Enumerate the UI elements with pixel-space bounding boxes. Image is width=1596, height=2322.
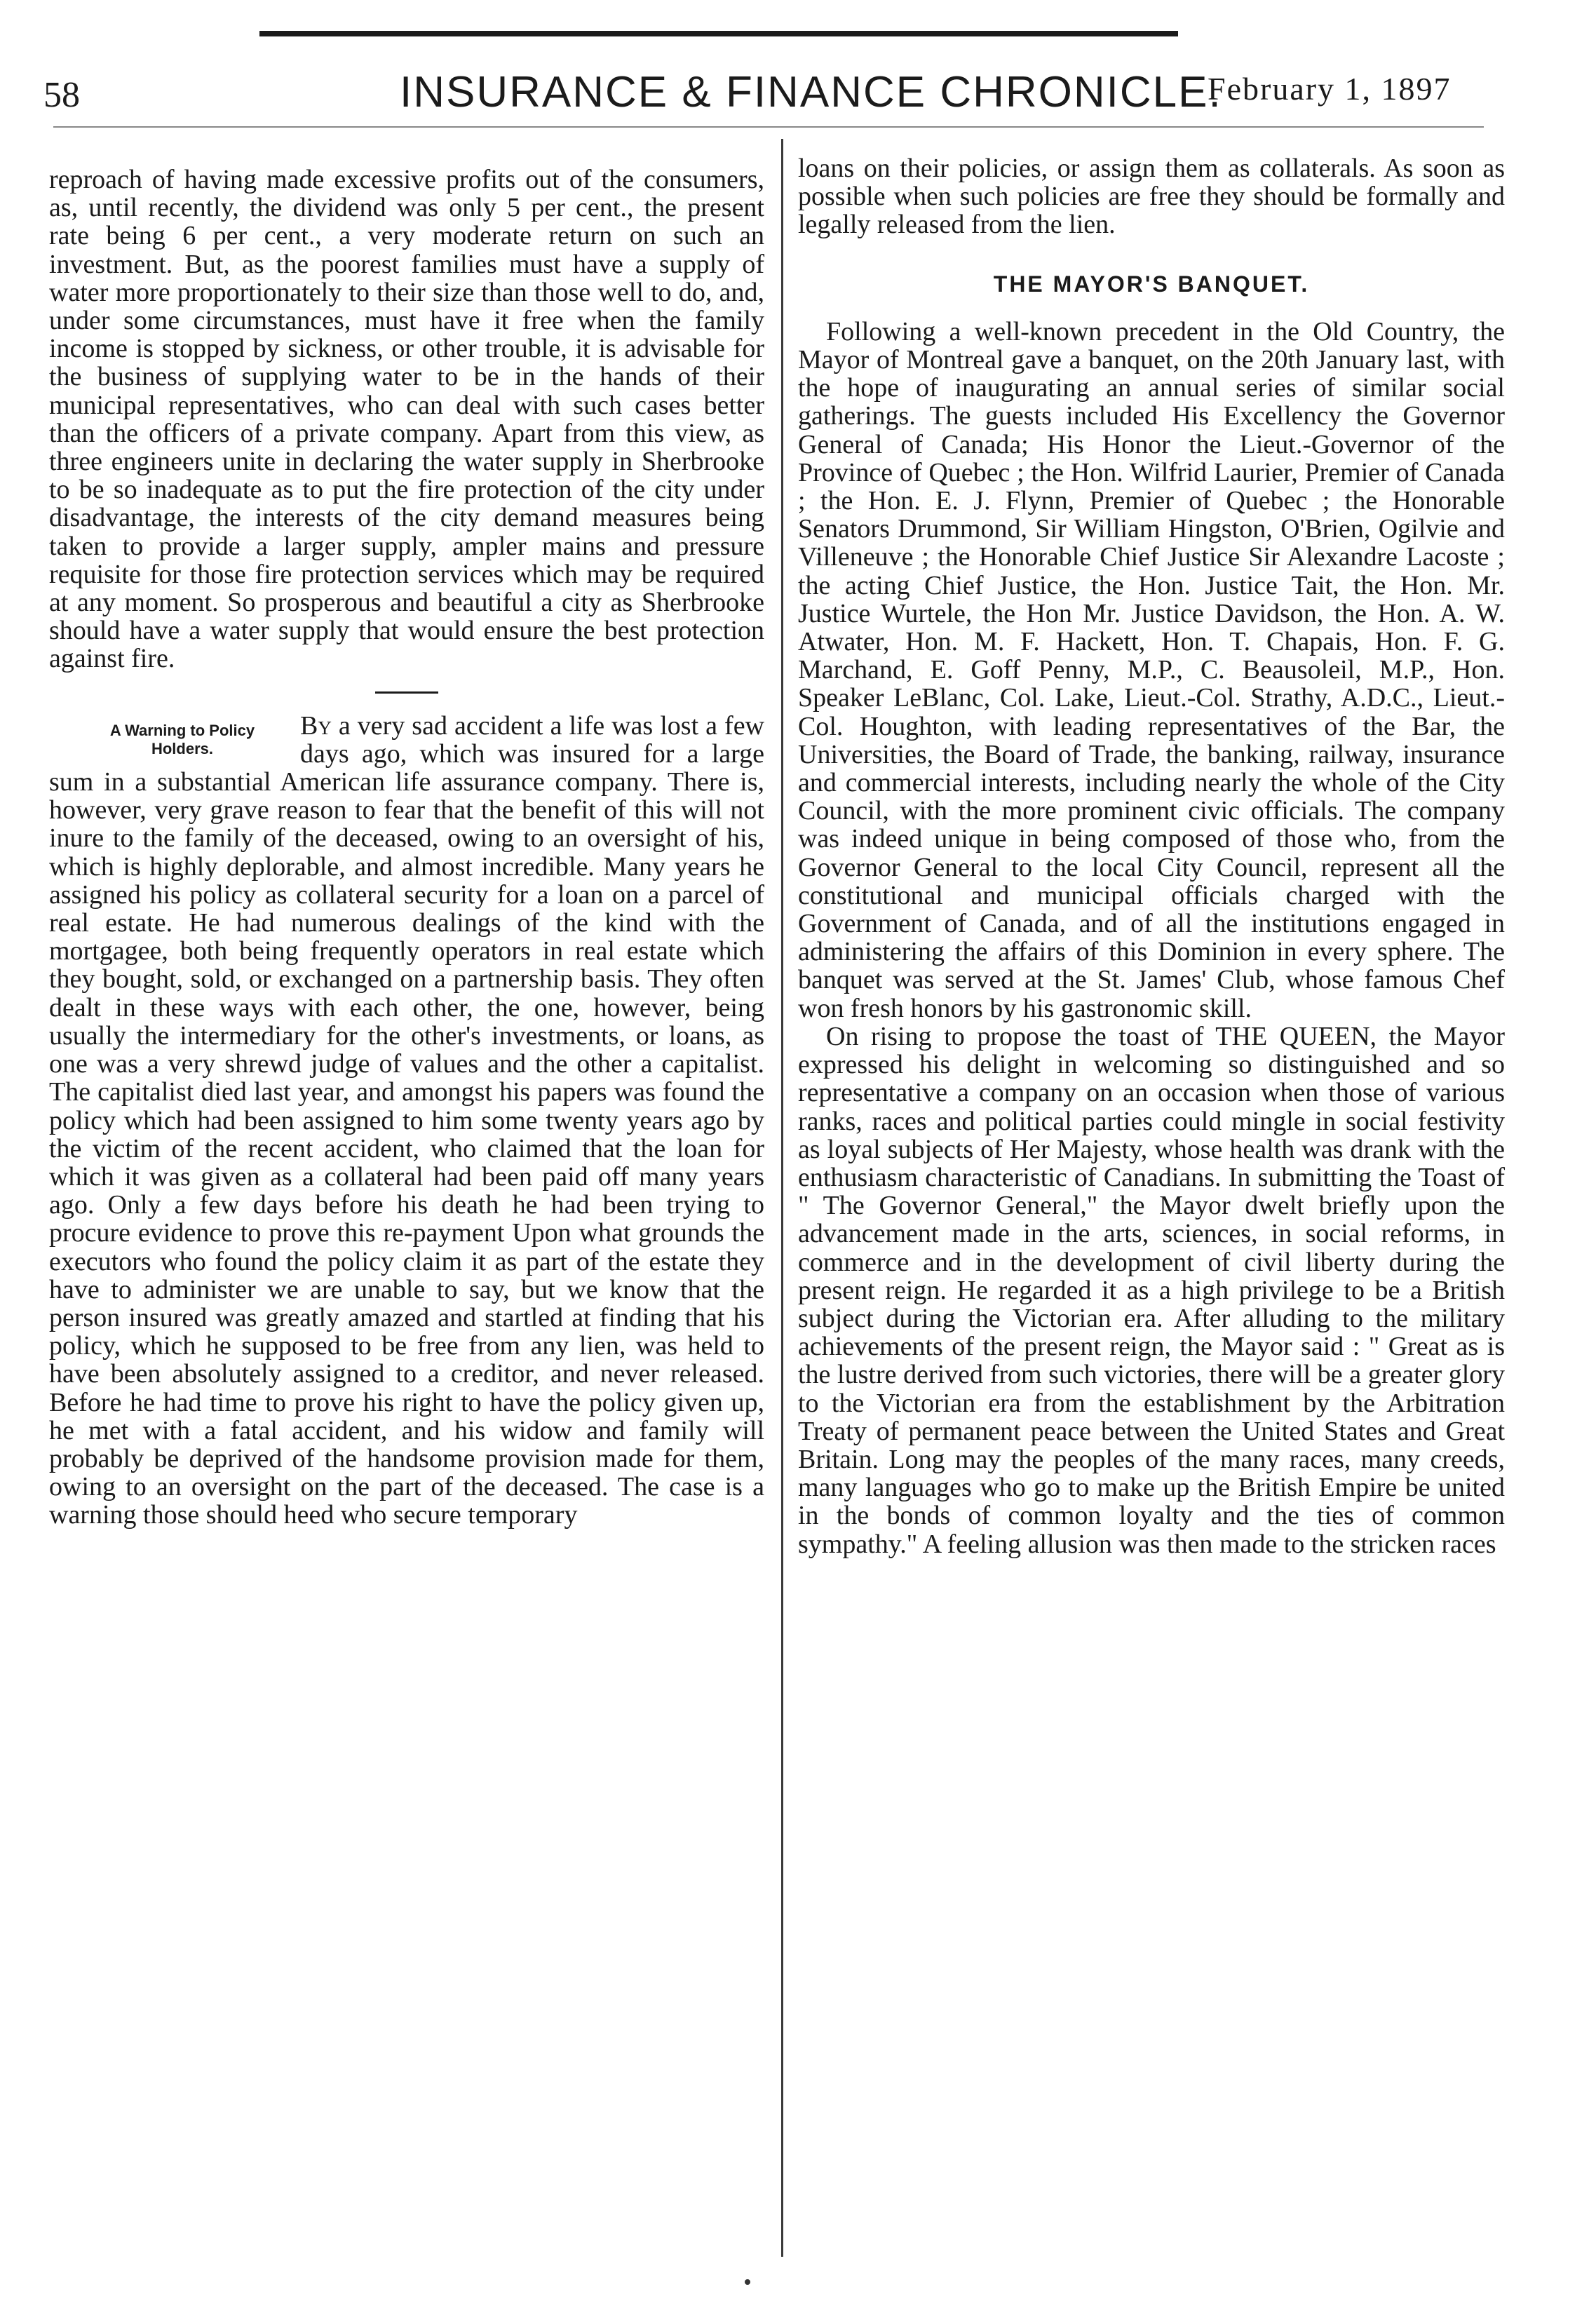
continued-paragraph: loans on their policies, or assign them as collaterals. As soon as possible when such policies are free they should be formally and legally released from the lien. [798,154,1505,240]
page-number: 58 [43,75,80,115]
section-heading: THE MAYOR'S BANQUET. [993,271,1310,297]
water-supply-paragraph: reproach of having made excessive profits out of the consumers, as, until recently, the dividend was only 5 per cent., the present rate being 6 per cent., a very moderate return on such an investment. But, as the poorest families must have a supply of water more proportionately to their size than those well to do, and, under some circumstances, must have it free when the family income is stopped by sickness, or other trouble, it is advisable for the business of supplying water to be in the hands of their municipal representatives, who can deal with such cases better than the officers of a private company. Apart from this view, as three engineers unite in declaring the water supply in Sherbrooke to be so inadequate as to put the fire protection of the city under disadvantage, the interests of the city demand measures being taken to provide a larger supply, ampler mains and pressure requisite for those fire protection services which may be required at any moment. So prosperous and beautiful a city as Sherbrooke should have a water supply that would ensure the best protection against fire. [49,165,764,674]
section-separator [375,691,438,694]
header-rule [53,126,1484,128]
opening-word: By [300,711,332,741]
warning-article [49,712,764,1530]
column-divider [781,139,783,2257]
stray-dot [745,2279,750,2285]
sidenote-warning: A Warning to Policy Holders. [109,721,255,757]
right-column [798,154,1505,1558]
toast-paragraph: On rising to propose the toast of THE QUEEN, the Mayor expressed his delight in welcoming so distinguished and so representative a company on an occasion when those of various ranks, races and political parties could mingle in social festivity as loyal subjects of Her Majesty, whose health was drank with the enthusiasm characteristic of Canadians. In submitting the Toast of " The Governor General," the Mayor dwelt briefly upon the advancement made in the arts, sciences, in social reforms, in commerce and in the development of civil liberty during the present reign. He regarded it as a high privilege to be a British subject during the Victorian era. After alluding to the military achievements of the present reign, the Mayor said : " Great as is the lustre derived from such victories, there will be a greater glory to the Victorian era from the establishment by the Arbitration Treaty of permanent peace between the United States and Great Britain. Long may the peoples of the many races, many creeds, many languages who go to make up the British Empire be united in the bonds of common loyalty and the ties of common sympathy." A feeling allusion was then made to the stricken races [798,1021,1505,1559]
banquet-paragraph: Following a well-known precedent in the Old Country, the Mayor of Montreal gave a banquet, on the 20th January last, with the hope of inaugurating an annual series of similar social gatherings. The guests included His Excellency the Governor General of Canada; His Honor the Lieut.-Governor of the Province of Quebec ; the Hon. Wilfrid Laurier, Premier of Canada ; the Hon. E. J. Flynn, Premier of Quebec ; the Honorable Senators Drummond, Sir William Hingston, O'Brien, Ogilvie and Villeneuve ; the Honorable Chief Justice Sir Alexandre Lacoste ; the acting Chief Justice, the Hon. Justice Tait, the Hon. Mr. Justice Wurtele, the Hon Mr. Justice Davidson, the Hon. A. W. Atwater, Hon. M. F. Hackett, Hon. T. Chapais, Hon. F. G. Marchand, E. Goff Penny, M.P., C. Beausoleil, M.P., Hon. Speaker LeBlanc, Col. Lake, Lieut.-Col. Strathy, A.D.C., Lieut.-Col. Houghton, with leading representatives of the Bar, the Universities, the Board of Trade, the banking, railway, insurance and commercial interests, including nearly the whole of the City Council, with the more prominent civic officials. The company was indeed unique in being composed of those who, from the Governor General to the local City Council, represent all the constitutional and municipal officials charged with the Government of Canada, and of all the institutions engaged in administering the affairs of this Dominion in every sphere. The banquet was served at the St. James' Club, whose famous Chef won fresh honors by his gastronomic skill. [798,316,1505,1023]
page-header [0,0,1596,154]
left-column [49,166,764,1530]
top-rule [259,31,1178,36]
warning-paragraph-text: a very sad accident a life was lost a few days ago, which was insured for a large sum in a substantial American life assurance company. There is, however, very grave reason to fear that the benefit of this will not inure to the family of the deceased, owing to an oversight of his, which is highly deplorable, and almost incredible. Many years he assigned his policy as collateral security for a loan on a parcel of real estate. He had numerous dealings of the kind with the mortgagee, both being frequently operators in real estate which they bought, sold, or exchanged on a partnership basis. They often dealt in these ways with each other, the one, however, being usually the intermediary for the other's investments, or loans, as one was a very shrewd judge of values and the other a capitalist. The capitalist died last year, and amongst his papers was found the policy which had been assigned to him some twenty years ago by the victim of the recent accident, who claimed that the loan for which it was given as a collateral had been paid off many years ago. Only a few days before his death he had been trying to procure evidence to prove this re-payment Upon what grounds the executors who found the policy claim it as part of the estate they have to administer we are unable to say, but we know that the person insured was greatly amazed and startled at finding that his policy, which he supposed to be free from any lien, was held to have been absolutely assigned to a creditor, and never released. Before he had time to prove his right to have the policy given up, he met with a fatal accident, and his widow and family will probably be deprived of the handsome provision made for them, owing to an oversight on the part of the deceased. The case is a warning those should heed who secure temporary [49,711,764,1530]
publication-title: INSURANCE & FINANCE CHRONICLE. [400,68,1222,116]
issue-date: February 1, 1897 [1208,71,1452,107]
warning-paragraph [49,712,764,1530]
